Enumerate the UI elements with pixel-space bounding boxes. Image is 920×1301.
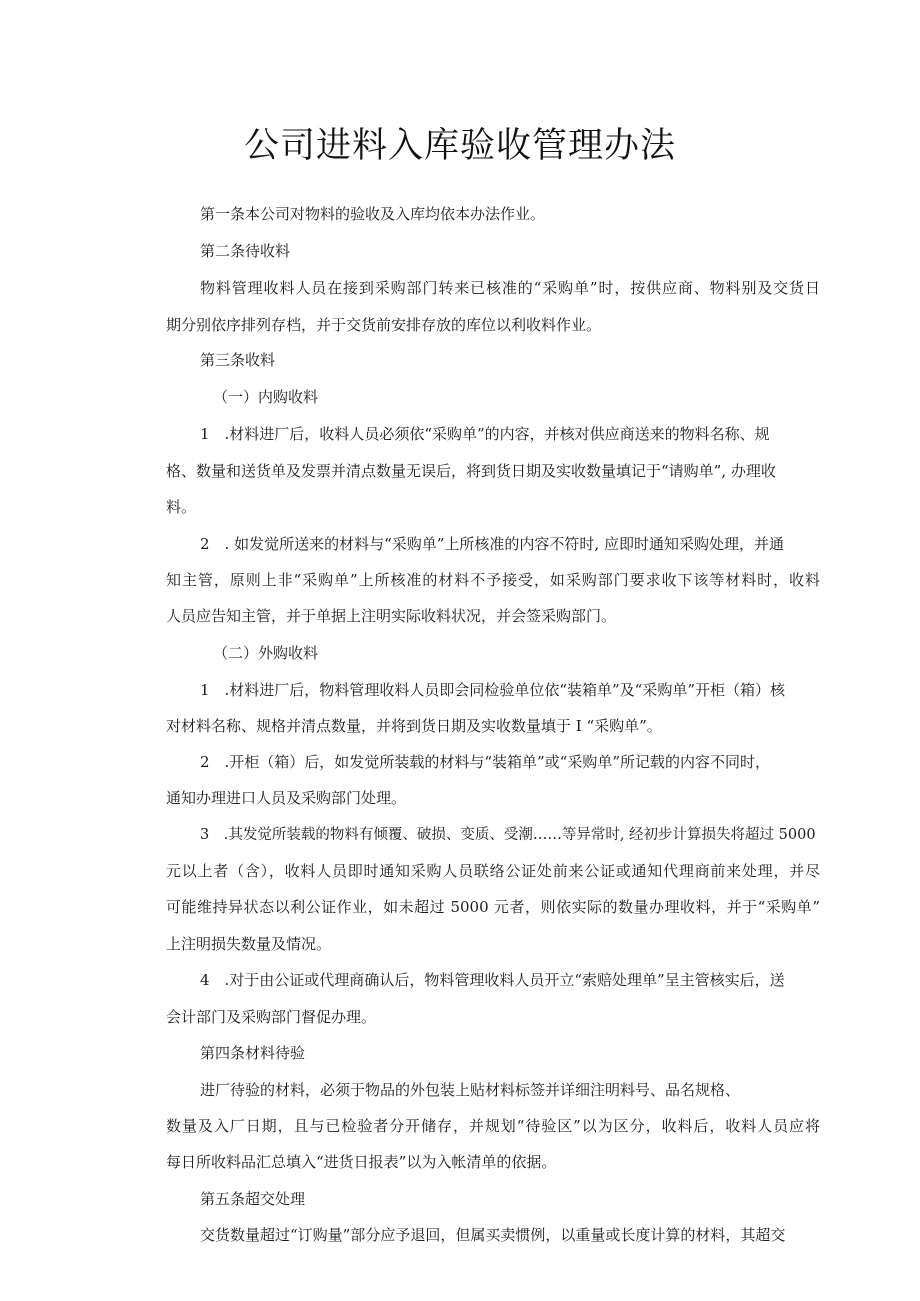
section-domestic-heading: （一）内购收料 <box>213 388 319 406</box>
paragraph-line: 知主管，原则上非“采购单”上所核准的材料不予接受，如采购部门要求收下该等材料时，收料 <box>166 571 820 589</box>
paragraph-line: 1 .材料进厂后，物料管理收料人员即会同检验单位依“装箱单”及“采购单”开柜（箱）核 <box>200 681 785 699</box>
paragraph-line: 交货数量超过“订购量”部分应予退回，但属买卖惯例，以重量或长度计算的材料，其超交 <box>200 1226 786 1244</box>
paragraph-line: 上注明损失数量及情况。 <box>166 935 332 953</box>
paragraph-line: 期分别依序排列存档，并于交货前安排存放的库位以利收料作业。 <box>166 316 602 334</box>
paragraph-line: 2 . 如发觉所送来的材料与“采购单”上所核准的内容不符时, 应即时通知采购处理，并通 <box>200 535 784 553</box>
section-import-heading: （二）外购收料 <box>213 644 319 662</box>
paragraph-line: 对材料名称、规格并清点数量，并将到货日期及实收数量填于 I “采购单”。 <box>166 717 662 735</box>
paragraph-line: 2 .开柜（箱）后，如发觉所装载的材料与“装箱单”或“采购单”所记载的内容不同时， <box>200 753 770 771</box>
paragraph-line: 会计部门及采购部门督促办理。 <box>166 1008 377 1026</box>
paragraph-line: 数量及入厂日期，且与已检验者分开储存，并规划“待验区”以为区分，收料后，收料人员应将 <box>166 1117 820 1135</box>
paragraph-line: 人员应告知主管，并于单据上注明实际收料状况，并会签采购部门。 <box>166 607 617 625</box>
paragraph-line: 4 .对于由公证或代理商确认后，物料管理收料人员开立“索赔处理单”呈主管核实后，送 <box>200 971 785 989</box>
paragraph-line: 格、数量和送货单及发票并清点数量无误后，将到货日期及实收数量填记于“请购单”, 办理收 <box>166 462 776 480</box>
article-2-heading: 第二条待收料 <box>200 242 291 260</box>
paragraph-line: 1 .材料进厂后，收料人员必须依“采购单”的内容，并核对供应商送来的物料名称、规 <box>200 425 770 443</box>
paragraph-line: 3 .其发觉所装载的物料有倾覆、破损、变质、受潮……等异常时, 经初步计算损失将超过 5000 <box>200 827 816 843</box>
article-1: 第一条本公司对物料的验收及入库均依本办法作业。 <box>200 205 546 223</box>
paragraph-line: 料。 <box>166 498 197 516</box>
article-4-heading: 第四条材料待验 <box>200 1044 306 1062</box>
paragraph-line: 通知办理进口人员及采购部门处理。 <box>166 789 407 807</box>
paragraph-line: 元以上者（含），收料人员即时通知采购人员联络公证处前来公证或通知代理商前来处理，并尽 <box>166 862 820 880</box>
paragraph-line: 可能维持异状态以利公证作业，如未超过 5000 元者，则依实际的数量办理收料，并于“采购单” <box>166 898 820 916</box>
paragraph-line: 物料管理收料人员在接到采购部门转来已核准的“采购单”时，按供应商、物料别及交货日 <box>200 279 820 297</box>
paragraph-line: 每日所收料品汇总填入“进货日报表”以为入帐清单的依据。 <box>166 1153 557 1171</box>
paragraph-line: 进厂待验的材料，必须于物品的外包装上贴材料标签并详细注明料号、品名规格、 <box>200 1081 741 1099</box>
document-title: 公司进料入库验收管理办法 <box>243 126 676 166</box>
article-3-heading: 第三条收料 <box>200 351 276 369</box>
article-5-heading: 第五条超交处理 <box>200 1190 306 1208</box>
